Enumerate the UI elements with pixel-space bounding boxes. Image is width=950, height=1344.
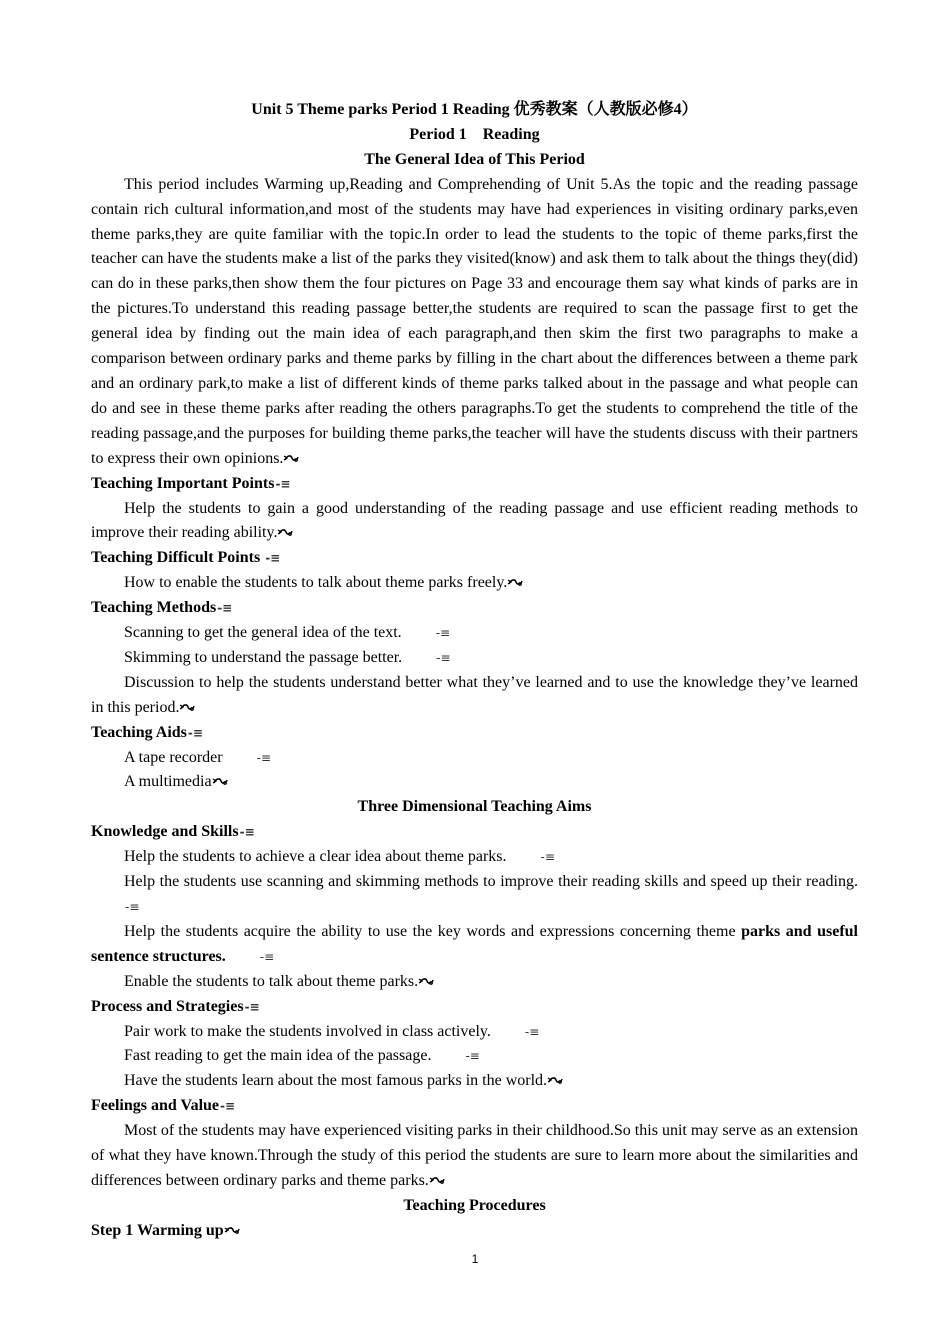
step1-heading: Step 1 Warming up bbox=[91, 1219, 858, 1244]
important-points-text: Help the students to gain a good understanding of the reading passage and use efficient reading methods to improve their reading ability. bbox=[91, 499, 858, 542]
line-end-mark: -≡ bbox=[256, 750, 271, 765]
aids-heading: Teaching Aids-≡ bbox=[91, 721, 858, 746]
line-end-mark: -≡ bbox=[436, 650, 451, 665]
period-title: Period 1 Reading bbox=[409, 125, 540, 143]
swirl-mark-icon bbox=[507, 576, 524, 588]
difficult-points-text: How to enable the students to talk about theme parks freely. bbox=[91, 571, 858, 596]
aims-heading: Three Dimensional Teaching Aims bbox=[357, 798, 592, 816]
general-idea-paragraph: This period includes Warming up,Reading and Comprehending of Unit 5.As the topic and the reading passage contain rich cultural information,and most of the students may have had experiences in visiting ordinary parks,even theme parks,they are quite familiar with the topic.In order to lead the students to the topic of theme parks,first the teacher can have the students make a list of the parks they visited(know) and ask them to talk about the things they(did) can do in these parks,then show them the four pictures on Page 33 and encourage them say what kinds of parks are in the pictures.To understand this reading passage better,the students are required to scan the passage first to get the general idea by finding out the main idea of each paragraph,and then skim the first two paragraphs to make a comparison between ordinary parks and theme parks by filling in the chart about the differences between a theme park and an ordinary park,to make a list of different kinds of theme parks talked about in the passage and what people can do and see in these theme parks after reading the others paragraphs.To get the students to comprehend the title of the reading passage,and the purposes for building theme parks,the teacher will have the students discuss with their partners to express their own opinions. bbox=[91, 175, 858, 467]
line-end-mark: -≡ bbox=[524, 1024, 540, 1039]
line-end-mark: -≡ bbox=[259, 949, 275, 964]
method-item: Discussion to help the students understand better what they’ve learned and to use the knowledge they’ve learned in this period. bbox=[91, 673, 858, 716]
line-end-mark: -≡ bbox=[465, 1049, 480, 1064]
swirl-mark-icon bbox=[429, 1174, 446, 1186]
page-number: 1 bbox=[471, 1252, 479, 1266]
swirl-mark-icon bbox=[418, 975, 435, 987]
swirl-mark-icon bbox=[547, 1074, 564, 1086]
line-end-mark: -≡ bbox=[265, 551, 281, 566]
swirl-mark-icon bbox=[224, 1224, 241, 1236]
line-end-mark: -≡ bbox=[220, 1099, 236, 1114]
general-idea-heading: The General Idea of This Period bbox=[364, 150, 585, 168]
line-end-mark: -≡ bbox=[187, 725, 203, 740]
procedures-heading: Teaching Procedures bbox=[403, 1196, 546, 1214]
aid-item: A multimedia bbox=[91, 770, 858, 795]
knowledge-item: Help the students use scanning and skimming methods to improve their reading skills and speed up their reading.-≡ bbox=[91, 870, 858, 920]
methods-heading: Teaching Methods-≡ bbox=[91, 596, 858, 621]
swirl-mark-icon bbox=[179, 701, 196, 713]
feelings-text: Most of the students may have experienced visiting parks in their childhood.So this unit may serve as an extension of what they have known.Through the study of this period the students are sure to learn more about the similarities and differences between ordinary parks and theme parks. bbox=[91, 1122, 858, 1189]
method-item: Skimming to understand the passage better. -≡ bbox=[91, 646, 858, 671]
line-end-mark: -≡ bbox=[239, 825, 255, 840]
process-heading: Process and Strategies-≡ bbox=[91, 995, 858, 1020]
process-item: Pair work to make the students involved in class actively. -≡ bbox=[91, 1020, 858, 1045]
line-end-mark: -≡ bbox=[125, 900, 140, 914]
knowledge-item: Enable the students to talk about theme parks. bbox=[91, 970, 858, 995]
difficult-points-heading: Teaching Difficult Points -≡ bbox=[91, 546, 858, 571]
line-end-mark: -≡ bbox=[275, 476, 291, 491]
document-body bbox=[91, 98, 858, 1244]
document-title: Unit 5 Theme parks Period 1 Reading 优秀教案（人教版必修4） bbox=[251, 101, 698, 118]
method-item: Scanning to get the general idea of the text. -≡ bbox=[91, 621, 858, 646]
knowledge-item: Help the students to achieve a clear idea about theme parks. -≡ bbox=[91, 845, 858, 870]
knowledge-item: Help the students acquire the ability to use the key words and expressions concerning theme parks and useful sentence structures. -≡ bbox=[91, 920, 858, 970]
important-points-heading: Teaching Important Points-≡ bbox=[91, 472, 858, 497]
line-end-mark: -≡ bbox=[217, 601, 233, 616]
knowledge-heading: Knowledge and Skills-≡ bbox=[91, 820, 858, 845]
line-end-mark: -≡ bbox=[244, 999, 260, 1014]
feelings-heading: Feelings and Value-≡ bbox=[91, 1094, 858, 1119]
swirl-mark-icon bbox=[277, 526, 294, 538]
line-end-mark: -≡ bbox=[540, 850, 555, 865]
process-item: Fast reading to get the main idea of the passage. -≡ bbox=[91, 1044, 858, 1069]
aid-item: A tape recorder -≡ bbox=[91, 746, 858, 771]
line-end-mark: -≡ bbox=[435, 626, 451, 641]
swirl-mark-icon bbox=[212, 775, 229, 787]
process-item: Have the students learn about the most famous parks in the world. bbox=[91, 1069, 858, 1094]
swirl-mark-icon bbox=[283, 452, 300, 464]
